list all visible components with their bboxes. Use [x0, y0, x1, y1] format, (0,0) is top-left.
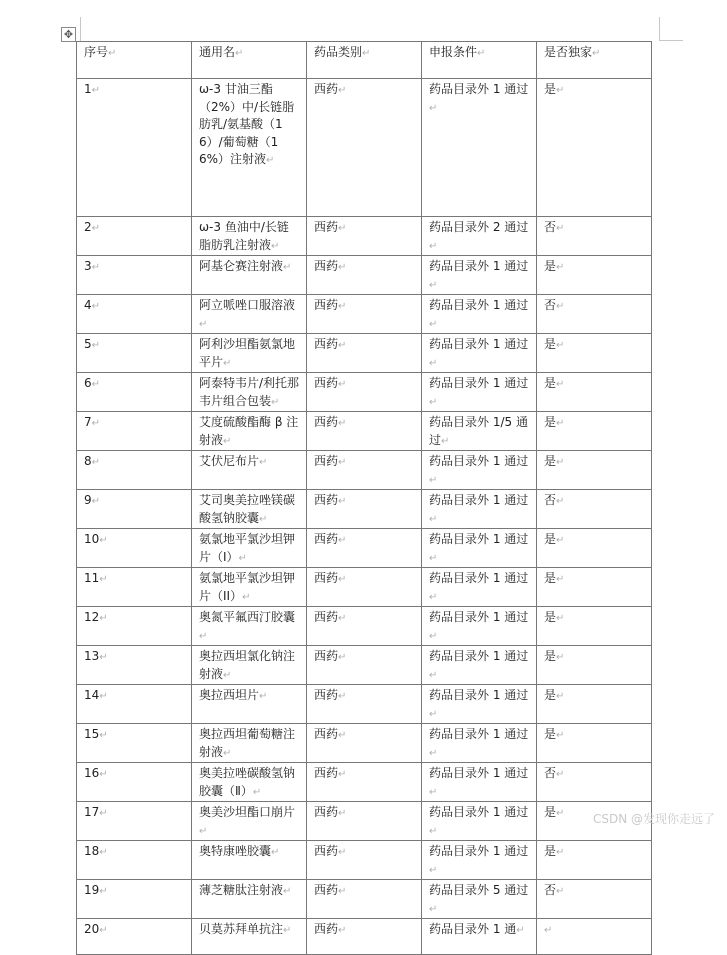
- table-cell-name: 阿基仑赛注射液↵: [192, 256, 307, 295]
- table-cell-name: ω-3 鱼油中/长链脂肪乳注射液↵: [192, 217, 307, 256]
- table-cell-seq: 16↵: [77, 763, 192, 802]
- return-mark-icon: ↵: [338, 340, 347, 351]
- table-cell-condition: 药品目录外 2 通过↵: [422, 217, 537, 256]
- return-mark-icon: ↵: [556, 691, 565, 702]
- table-cell-exclusive: 是↵: [537, 529, 652, 568]
- table-cell-category: 西药↵: [307, 919, 422, 955]
- return-mark-icon: ↵: [259, 513, 268, 525]
- table-cell-condition: 药品目录外 1 通过↵: [422, 568, 537, 607]
- table-cell-category: 西药↵: [307, 724, 422, 763]
- table-cell-name: 贝莫苏拜单抗注↵: [192, 919, 307, 955]
- return-mark-icon: ↵: [338, 925, 347, 936]
- table-cell-exclusive: 是↵: [537, 724, 652, 763]
- return-mark-icon: ↵: [99, 769, 108, 780]
- return-mark-icon: ↵: [429, 279, 438, 291]
- table-cell-seq: 8↵: [77, 451, 192, 490]
- table-cell-seq: 13↵: [77, 646, 192, 685]
- table-move-handle-icon[interactable]: ✥: [61, 27, 76, 42]
- table-cell-seq: 10↵: [77, 529, 192, 568]
- table-cell-name: 奥特康唑胶囊↵: [192, 841, 307, 880]
- return-mark-icon: ↵: [99, 574, 108, 585]
- table-cell-condition: 药品目录外 1/5 通过↵: [422, 412, 537, 451]
- return-mark-icon: ↵: [429, 669, 438, 681]
- table-row: [77, 295, 652, 334]
- return-mark-icon: ↵: [556, 496, 565, 507]
- return-mark-icon: ↵: [338, 652, 347, 663]
- return-mark-icon: ↵: [556, 85, 565, 96]
- return-mark-icon: ↵: [223, 669, 232, 681]
- return-mark-icon: ↵: [556, 574, 565, 585]
- table-cell-seq: 4↵: [77, 295, 192, 334]
- return-mark-icon: ↵: [99, 847, 108, 858]
- table-cell-condition: 药品目录外 1 通过↵: [422, 79, 537, 217]
- table-row: [77, 451, 652, 490]
- return-mark-icon: ↵: [271, 396, 280, 408]
- return-mark-icon: ↵: [99, 691, 108, 702]
- table-row: [77, 568, 652, 607]
- table-row: [77, 841, 652, 880]
- margin-corner-mark: [659, 17, 661, 41]
- table-cell-category: 西药↵: [307, 529, 422, 568]
- return-mark-icon: ↵: [91, 262, 101, 273]
- table-row: [77, 412, 652, 451]
- return-mark-icon: ↵: [362, 48, 371, 59]
- table-cell-category: 西药↵: [307, 841, 422, 880]
- table-cell-exclusive: 是↵: [537, 334, 652, 373]
- return-mark-icon: ↵: [108, 48, 117, 59]
- table-header-row: [77, 42, 652, 79]
- table-cell-condition: 药品目录外 1 通过↵: [422, 490, 537, 529]
- table-cell-seq: 12↵: [77, 607, 192, 646]
- table-cell-name: 阿利沙坦酯氨氯地平片↵: [192, 334, 307, 373]
- table-cell-condition: 药品目录外 1 通过↵: [422, 841, 537, 880]
- header-condition: 申报条件↵: [422, 42, 537, 79]
- return-mark-icon: ↵: [266, 155, 275, 166]
- return-mark-icon: ↵: [223, 435, 232, 447]
- table-row: [77, 763, 652, 802]
- table-cell-exclusive: 否↵: [537, 217, 652, 256]
- return-mark-icon: ↵: [556, 808, 565, 819]
- table-cell-condition: 药品目录外 1 通过↵: [422, 295, 537, 334]
- table-cell-name: 奥氮平氟西汀胶囊↵: [192, 607, 307, 646]
- return-mark-icon: ↵: [429, 786, 438, 798]
- table-cell-exclusive: 否↵: [537, 880, 652, 919]
- return-mark-icon: ↵: [199, 630, 208, 642]
- table-cell-seq: 1↵: [77, 79, 192, 217]
- return-mark-icon: ↵: [556, 457, 565, 468]
- return-mark-icon: ↵: [556, 418, 565, 429]
- return-mark-icon: ↵: [99, 730, 108, 741]
- return-mark-icon: ↵: [429, 864, 438, 876]
- table-cell-name: 奥拉西坦葡萄糖注射液↵: [192, 724, 307, 763]
- table-cell-seq: 19↵: [77, 880, 192, 919]
- return-mark-icon: ↵: [477, 48, 486, 59]
- return-mark-icon: ↵: [259, 457, 268, 468]
- table-cell-exclusive: [537, 919, 652, 955]
- table-row: [77, 256, 652, 295]
- return-mark-icon: ↵: [271, 240, 280, 252]
- return-mark-icon: ↵: [199, 825, 208, 837]
- table-row: [77, 646, 652, 685]
- table-cell-exclusive: 是↵: [537, 256, 652, 295]
- return-mark-icon: ↵: [238, 552, 247, 564]
- table-cell-exclusive: 是↵: [537, 841, 652, 880]
- return-mark-icon: ↵: [556, 847, 565, 858]
- return-mark-icon: ↵: [283, 925, 292, 936]
- return-mark-icon: ↵: [338, 379, 347, 390]
- table-cell-name: 薄芝糖肽注射液↵: [192, 880, 307, 919]
- return-mark-icon: ↵: [592, 48, 601, 59]
- table-row: [77, 802, 652, 841]
- table-cell-exclusive: 是↵: [537, 685, 652, 724]
- return-mark-icon: ↵: [429, 357, 438, 369]
- return-mark-icon: ↵: [338, 886, 347, 897]
- return-mark-icon: ↵: [556, 769, 565, 780]
- return-mark-icon: ↵: [223, 747, 232, 759]
- return-mark-icon: ↵: [556, 379, 565, 390]
- table-cell-exclusive: 是↵: [537, 802, 652, 841]
- return-mark-icon: ↵: [556, 535, 565, 546]
- table-cell-seq: 14↵: [77, 685, 192, 724]
- table-cell-name: 奥美沙坦酯口崩片↵: [192, 802, 307, 841]
- table-cell-name: 艾度硫酸酯酶 β 注射液↵: [192, 412, 307, 451]
- return-mark-icon: ↵: [338, 574, 347, 585]
- return-mark-icon: ↵: [338, 496, 347, 507]
- table-row: [77, 529, 652, 568]
- return-mark-icon: ↵: [91, 301, 101, 312]
- return-mark-icon: ↵: [429, 552, 438, 564]
- return-mark-icon: ↵: [429, 240, 438, 252]
- return-mark-icon: ↵: [429, 513, 438, 525]
- return-mark-icon: ↵: [99, 535, 108, 546]
- table-cell-category: 西药↵: [307, 490, 422, 529]
- return-mark-icon: ↵: [338, 847, 347, 858]
- return-mark-icon: ↵: [429, 474, 438, 486]
- table-cell-seq: 20↵: [77, 919, 192, 955]
- return-mark-icon: ↵: [429, 591, 438, 603]
- return-mark-icon: ↵: [338, 262, 347, 273]
- table-cell-condition: 药品目录外 1 通过↵: [422, 646, 537, 685]
- table-cell-seq: 6↵: [77, 373, 192, 412]
- table-cell-name: 奥拉西坦氯化钠注射液↵: [192, 646, 307, 685]
- table-cell-name: 艾伏尼布片↵: [192, 451, 307, 490]
- table-cell-exclusive: 是↵: [537, 607, 652, 646]
- return-mark-icon: ↵: [429, 630, 438, 642]
- table-row: [77, 724, 652, 763]
- table-cell-seq: 9↵: [77, 490, 192, 529]
- return-mark-icon: ↵: [429, 708, 438, 720]
- table-cell-exclusive: 否↵: [537, 763, 652, 802]
- return-mark-icon: ↵: [91, 496, 101, 507]
- table-cell-category: 西药↵: [307, 685, 422, 724]
- return-mark-icon: ↵: [199, 318, 208, 330]
- table-cell-category: 西药↵: [307, 451, 422, 490]
- table-row: [77, 373, 652, 412]
- return-mark-icon: ↵: [338, 457, 347, 468]
- return-mark-icon: ↵: [91, 85, 101, 96]
- return-mark-icon: ↵: [429, 903, 438, 915]
- return-mark-icon: ↵: [441, 435, 450, 447]
- table-cell-condition: 药品目录外 1 通过↵: [422, 256, 537, 295]
- table-cell-seq: 11↵: [77, 568, 192, 607]
- table-row: [77, 490, 652, 529]
- table-cell-condition: 药品目录外 1 通过↵: [422, 685, 537, 724]
- table-cell-exclusive: 否↵: [537, 490, 652, 529]
- table-cell-category: 西药↵: [307, 568, 422, 607]
- return-mark-icon: ↵: [99, 925, 108, 936]
- return-mark-icon: ↵: [338, 613, 347, 624]
- return-mark-icon: ↵: [556, 730, 565, 741]
- table-row: [77, 880, 652, 919]
- return-mark-icon: ↵: [223, 357, 232, 369]
- return-mark-icon: ↵: [91, 457, 101, 468]
- return-mark-icon: ↵: [91, 340, 101, 351]
- table-cell-exclusive: 是↵: [537, 412, 652, 451]
- table-cell-condition: 药品目录外 1 通过↵: [422, 373, 537, 412]
- return-mark-icon: ↵: [338, 85, 347, 96]
- margin-corner-mark: [80, 17, 82, 41]
- header-seq: 序号↵: [77, 42, 192, 79]
- return-mark-icon: ↵: [99, 652, 108, 663]
- table-cell-exclusive: 是↵: [537, 568, 652, 607]
- table-cell-condition: 药品目录外 1 通过↵: [422, 607, 537, 646]
- table-cell-name: 奥拉西坦片↵: [192, 685, 307, 724]
- return-mark-icon: ↵: [99, 613, 108, 624]
- return-mark-icon: ↵: [429, 825, 438, 837]
- table-cell-seq: 7↵: [77, 412, 192, 451]
- table-cell-seq: 18↵: [77, 841, 192, 880]
- header-category: 药品类别↵: [307, 42, 422, 79]
- return-mark-icon: ↵: [338, 808, 347, 819]
- watermark: CSDN @发现你走远了: [592, 812, 715, 826]
- return-mark-icon: ↵: [429, 396, 438, 408]
- return-mark-icon: ↵: [338, 730, 347, 741]
- table-cell-name: 艾司奥美拉唑镁碳酸氢钠胶囊↵: [192, 490, 307, 529]
- table-cell-category: 西药↵: [307, 79, 422, 217]
- return-mark-icon: ↵: [338, 535, 347, 546]
- table-cell-category: 西药↵: [307, 607, 422, 646]
- table-cell-condition: 药品目录外 1 通过↵: [422, 529, 537, 568]
- return-mark-icon: ↵: [99, 886, 108, 897]
- return-mark-icon: ↵: [556, 223, 565, 234]
- table-cell-condition: 药品目录外 1 通过↵: [422, 334, 537, 373]
- return-mark-icon: ↵: [556, 301, 565, 312]
- return-mark-icon: ↵: [429, 102, 438, 114]
- table-cell-condition: 药品目录外 1 通↵: [422, 919, 537, 955]
- table-cell-seq: 3↵: [77, 256, 192, 295]
- return-mark-icon: ↵: [338, 418, 347, 429]
- table-cell-seq: 5↵: [77, 334, 192, 373]
- table-row: [77, 334, 652, 373]
- table-cell-exclusive: 是↵: [537, 373, 652, 412]
- table-row: [77, 79, 652, 217]
- table-cell-category: 西药↵: [307, 646, 422, 685]
- return-mark-icon: ↵: [429, 747, 438, 759]
- table-row: [77, 919, 652, 955]
- table-cell-seq: 15↵: [77, 724, 192, 763]
- table-cell-name: 氨氯地平氯沙坦钾片（II）↵: [192, 568, 307, 607]
- table-cell-condition: 药品目录外 1 通过↵: [422, 451, 537, 490]
- table-cell-category: 西药↵: [307, 334, 422, 373]
- return-mark-icon: ↵: [544, 925, 553, 936]
- return-mark-icon: ↵: [283, 262, 292, 273]
- table-cell-exclusive: 是↵: [537, 646, 652, 685]
- table-cell-category: 西药↵: [307, 217, 422, 256]
- return-mark-icon: ↵: [556, 886, 565, 897]
- table-cell-category: 西药↵: [307, 256, 422, 295]
- table-cell-exclusive: 否↵: [537, 295, 652, 334]
- table-cell-name: 阿立哌唑口服溶液↵: [192, 295, 307, 334]
- table-cell-category: 西药↵: [307, 295, 422, 334]
- return-mark-icon: ↵: [556, 613, 565, 624]
- margin-corner-mark: [659, 40, 683, 42]
- table-cell-category: 西药↵: [307, 880, 422, 919]
- table-cell-seq: 17↵: [77, 802, 192, 841]
- table-cell-condition: 药品目录外 1 通过↵: [422, 802, 537, 841]
- return-mark-icon: ↵: [516, 925, 525, 936]
- table-cell-name: 氨氯地平氯沙坦钾片（I）↵: [192, 529, 307, 568]
- table-cell-condition: 药品目录外 5 通过↵: [422, 880, 537, 919]
- table-cell-name: ω-3 甘油三酯（2%）中/长链脂肪乳/氨基酸（16）/葡萄糖（16%）注射液↵: [192, 79, 307, 217]
- return-mark-icon: ↵: [99, 808, 108, 819]
- table-row: [77, 607, 652, 646]
- return-mark-icon: ↵: [429, 318, 438, 330]
- table-row: [77, 217, 652, 256]
- return-mark-icon: ↵: [91, 379, 101, 390]
- table-cell-category: 西药↵: [307, 412, 422, 451]
- return-mark-icon: ↵: [556, 652, 565, 663]
- table-cell-seq: 2↵: [77, 217, 192, 256]
- return-mark-icon: ↵: [271, 847, 280, 858]
- table-cell-name: 奥美拉唑碳酸氢钠胶囊（Ⅱ）↵: [192, 763, 307, 802]
- return-mark-icon: ↵: [259, 691, 268, 702]
- return-mark-icon: ↵: [242, 591, 251, 603]
- table-cell-name: 阿泰特韦片/利托那韦片组合包装↵: [192, 373, 307, 412]
- header-name: 通用名↵: [192, 42, 307, 79]
- return-mark-icon: ↵: [338, 691, 347, 702]
- table-cell-category: 西药↵: [307, 373, 422, 412]
- return-mark-icon: ↵: [91, 223, 101, 234]
- table-cell-condition: 药品目录外 1 通过↵: [422, 724, 537, 763]
- table-cell-condition: 药品目录外 1 通过↵: [422, 763, 537, 802]
- table-cell-category: 西药↵: [307, 802, 422, 841]
- table-row: [77, 685, 652, 724]
- return-mark-icon: ↵: [252, 786, 262, 798]
- drug-table: [76, 41, 652, 955]
- return-mark-icon: ↵: [556, 262, 565, 273]
- return-mark-icon: ↵: [338, 769, 347, 780]
- return-mark-icon: ↵: [235, 48, 244, 59]
- table-cell-exclusive: 是↵: [537, 451, 652, 490]
- return-mark-icon: ↵: [338, 223, 347, 234]
- return-mark-icon: ↵: [283, 886, 292, 897]
- table-cell-category: 西药↵: [307, 763, 422, 802]
- table-cell-exclusive: 是↵: [537, 79, 652, 217]
- header-exclusive: 是否独家↵: [537, 42, 652, 79]
- return-mark-icon: ↵: [556, 340, 565, 351]
- return-mark-icon: ↵: [338, 301, 347, 312]
- return-mark-icon: ↵: [91, 418, 101, 429]
